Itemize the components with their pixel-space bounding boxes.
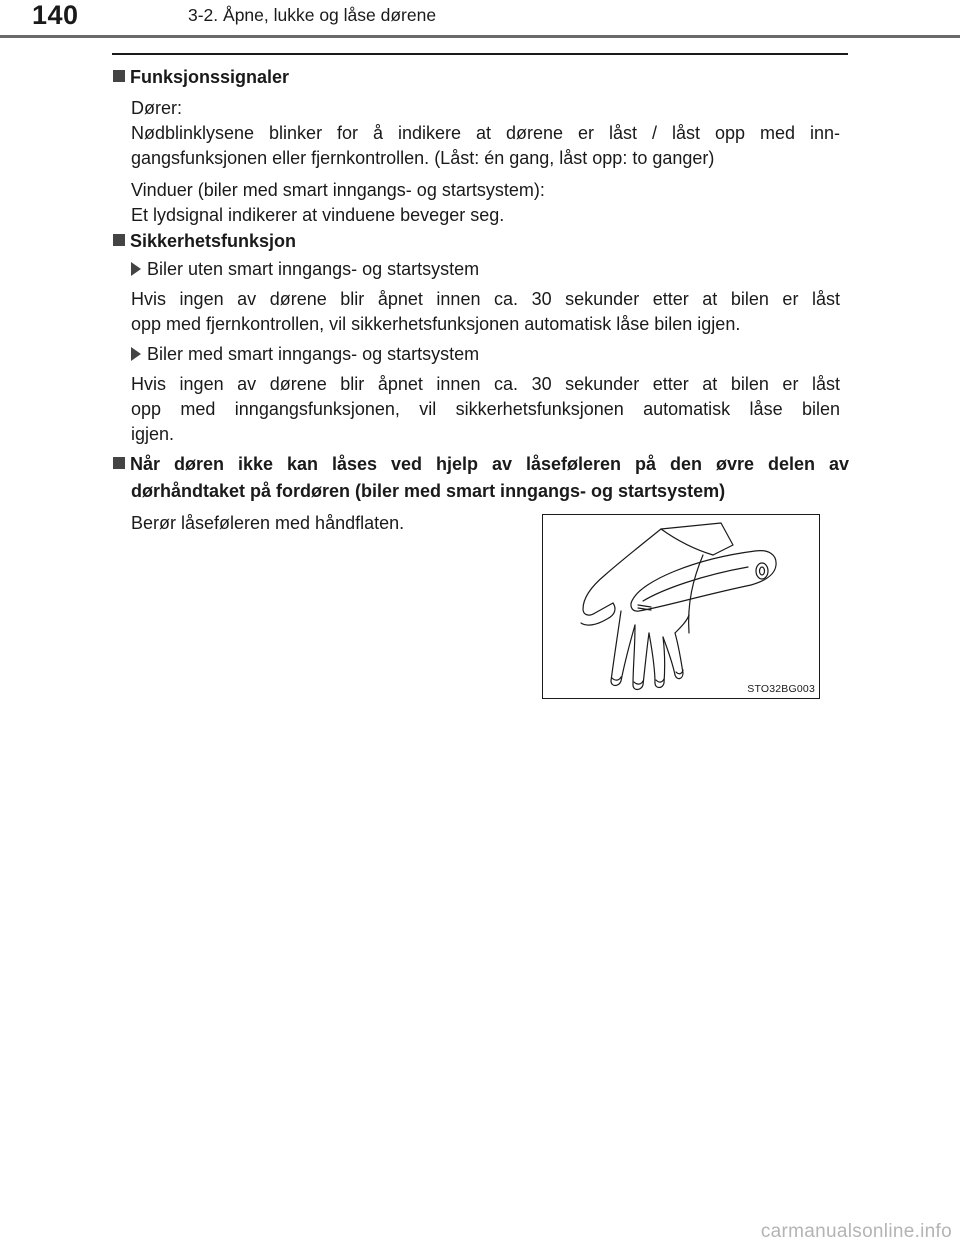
subheading-with-smart-entry	[131, 342, 479, 367]
square-bullet-icon	[113, 70, 125, 82]
paragraph-windows	[131, 178, 840, 228]
paragraph-doors	[131, 96, 840, 171]
paragraph-line: gangsfunksjonen eller fjernkontrollen. (Låst: én gang, låst opp: to ganger)	[131, 148, 715, 168]
page-number: 140	[32, 0, 79, 30]
hand-on-door-handle-illustration	[543, 515, 819, 698]
section-heading-text: Funksjonssignaler	[130, 67, 290, 87]
triangle-bullet-icon	[131, 262, 141, 276]
header-rule	[0, 35, 960, 38]
subheading-text: Biler med smart inngangs- og startsystem	[147, 344, 480, 364]
paragraph-line: igjen.	[131, 424, 175, 444]
paragraph-line: Hvis ingen av dørene blir åpnet innen ca. 30 sekunder etter at bilen er låst	[131, 374, 840, 394]
paragraph-line: Nødblinklysene blinker for å indikere at dørene er låst / låst opp med inn-	[131, 123, 840, 143]
section-heading-text: Sikkerhetsfunksjon	[130, 231, 297, 251]
paragraph-line: opp med inngangsfunksjonen, vil sikkerhetsfunksjonen automatisk låse bilen	[131, 399, 840, 419]
paragraph-line: Hvis ingen av dørene blir åpnet innen ca. 30 sekunder etter at bilen er låst	[131, 289, 840, 309]
section-heading-lock-sensor	[113, 451, 849, 505]
triangle-bullet-icon	[131, 347, 141, 361]
paragraph-line: Et lydsignal indikerer at vinduene beveger seg.	[131, 205, 505, 225]
paragraph-line: Vinduer (biler med smart inngangs- og startsystem):	[131, 180, 545, 200]
paragraph-text: Berør låseføleren med håndflaten.	[131, 513, 405, 533]
heading-line: dørhåndtaket på fordøren (biler med smart inngangs- og startsystem)	[131, 481, 726, 501]
heading-line-text: Når døren ikke kan låses ved hjelp av låseføleren på den øvre delen av	[130, 454, 849, 474]
paragraph-with-smart-entry	[131, 372, 840, 447]
square-bullet-icon	[113, 234, 125, 246]
heading-line	[113, 451, 849, 478]
subheading-text: Biler uten smart inngangs- og startsystem	[147, 259, 480, 279]
square-bullet-icon	[113, 457, 125, 469]
footer-watermark: carmanualsonline.info	[760, 1221, 952, 1242]
running-header: 3-2. Åpne, lukke og låse dørene	[188, 5, 437, 25]
paragraph-line: opp med fjernkontrollen, vil sikkerhetsfunksjonen automatisk låse bilen igjen.	[131, 314, 741, 334]
doors-label: Dører:	[131, 98, 182, 118]
figure-code: STO32BG003	[747, 683, 815, 695]
content-rule	[112, 53, 848, 55]
illustration-door-handle	[542, 514, 820, 699]
section-heading-funksjonssignaler	[113, 65, 289, 90]
paragraph-touch-sensor	[131, 511, 404, 536]
paragraph-without-smart-entry	[131, 287, 840, 337]
section-heading-sikkerhetsfunksjon	[113, 229, 296, 254]
subheading-without-smart-entry	[131, 257, 479, 282]
